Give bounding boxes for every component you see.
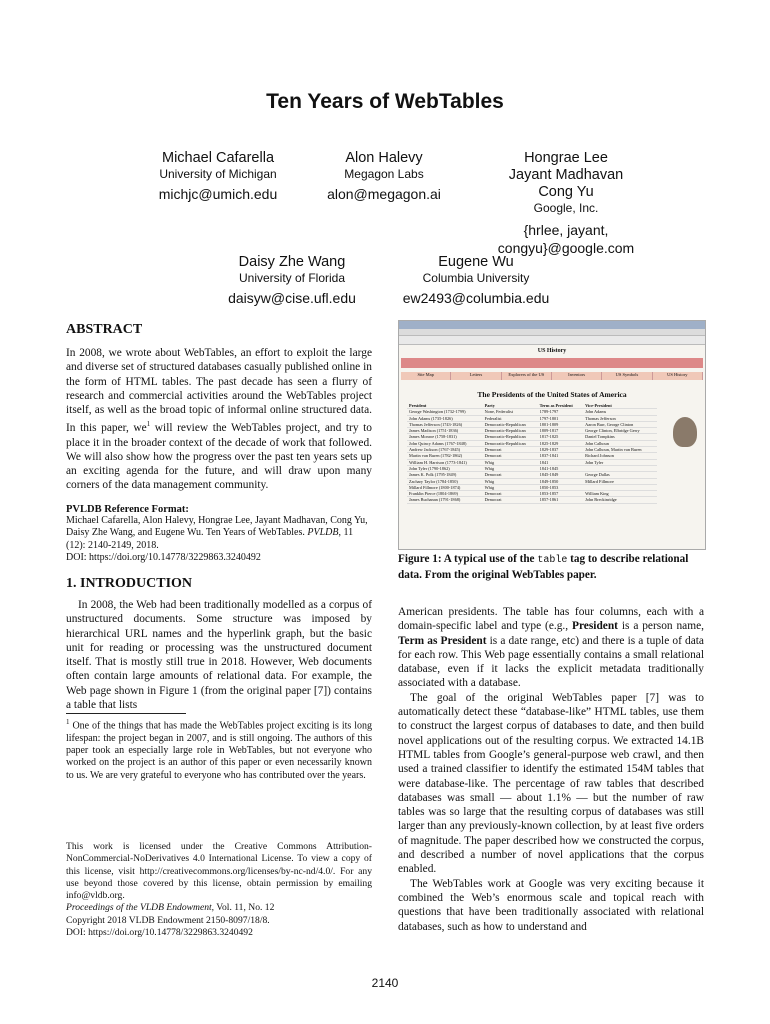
caption-part: Figure 1: A typical use of the: [398, 553, 538, 565]
table-cell: Martin van Buren (1782-1862): [407, 453, 483, 459]
reference-venue: PVLDB: [307, 527, 339, 539]
table-cell: 1850-1853: [538, 484, 583, 490]
author-email: alon@megagon.ai: [327, 186, 441, 202]
reference-details: , 11 (12): 2140-2149, 2018.: [66, 527, 354, 551]
table-cell: Democrat: [483, 453, 538, 459]
table-cell: 1853-1857: [538, 491, 583, 497]
author-email: {hrlee, jayant,: [523, 222, 609, 238]
table-cell: Democratic-Republican: [483, 421, 538, 427]
figure-nav-link: Letters: [451, 372, 501, 380]
page-number: 2140: [371, 976, 399, 990]
table-cell: William King: [583, 491, 657, 497]
reference-doi: DOI: https://doi.org/10.14778/3229863.3240492: [66, 551, 261, 563]
table-cell: John Calhoun, Martin van Buren: [583, 447, 657, 453]
caption-code: table: [537, 555, 568, 566]
browser-addressbar: [399, 336, 705, 345]
table-cell: Democratic-Republican: [483, 440, 538, 446]
table-cell: James K. Polk (1795-1849): [407, 472, 483, 478]
table-cell: John Tyler (1790-1862): [407, 465, 483, 471]
figure-nav-link: US History: [653, 372, 703, 380]
table-cell: James Madison (1751-1836): [407, 428, 483, 434]
table-cell: 1825-1829: [538, 440, 583, 446]
figure-nav-link: US Symbols: [602, 372, 652, 380]
text-run: is a person name,: [617, 620, 704, 633]
table-cell: James Monroe (1758-1831): [407, 434, 483, 440]
table-cell: Democratic-Republican: [483, 428, 538, 434]
table-cell: Thomas Jefferson (1743-1826): [407, 421, 483, 427]
text-run: American presidents. The table has four columns, each with a domain-specific label and type (e.g.,: [398, 606, 704, 633]
author-wang: [192, 254, 392, 307]
table-cell: 1809-1817: [538, 428, 583, 434]
table-header: President: [407, 403, 483, 409]
table-cell: Aaron Burr, George Clinton: [583, 421, 657, 427]
author-name: Alon Halevy: [345, 150, 423, 166]
intro-section: [66, 576, 372, 712]
author-name: Eugene Wu: [438, 254, 514, 270]
browser-menubar: [399, 329, 705, 336]
intro-heading: 1. INTRODUCTION: [66, 576, 193, 591]
reference-authors: Michael Cafarella, Alon Halevy, Hongrae Lee, Jayant Madhavan, Cong Yu, Daisy Zhe Wang, and Eugene Wu. Ten Years of WebTables.: [66, 515, 368, 539]
table-cell: Millard Fillmore (1800-1874): [407, 484, 483, 490]
author-halevy: [284, 150, 484, 203]
footnote-rule: [66, 713, 186, 714]
author-email: daisyw@cise.ufl.edu: [228, 290, 356, 306]
text-run-bold: Term as President: [398, 634, 487, 647]
intro-right-p3: The WebTables work at Google was very exciting because it combined the Web’s enormous scale and topical reach with questions that have been traditionally associated with relational databases, such as how to understand and: [398, 877, 704, 933]
license-text: This work is licensed under the Creative Commons Attribution-NonCommercial-NoDerivatives 4.0 International License. To view a copy of this license, visit http://creativecommons.org/licenses/by-nc-nd/4.0/. For any use beyond those covered by this license, obtain permission by emailing info@vldb.org.: [66, 841, 372, 902]
table-cell: Andrew Jackson (1767-1845): [407, 447, 483, 453]
figure-presidents-table: [407, 403, 657, 504]
footnote: [66, 716, 372, 782]
author-affiliation: Columbia University: [422, 271, 530, 285]
figure-alphabet-strip: [401, 358, 703, 368]
table-cell: 1789-1797: [538, 409, 583, 415]
author-email: congyu}@google.com: [497, 240, 635, 256]
table-body: [407, 409, 657, 503]
reference-heading: PVLDB Reference Format:: [66, 504, 189, 515]
table-cell: 1829-1837: [538, 447, 583, 453]
author-email: ew2493@columbia.edu: [402, 290, 550, 306]
table-cell: Franklin Pierce (1804-1869): [407, 491, 483, 497]
figure-nav-link: Site Map: [401, 372, 451, 380]
abstract-body-continued: will review the WebTables project, and try to place it in the broader context of the decade of work that followed. We will also show how the progress over the past ten years sets up an exciting agenda for the future, and will draw upon many corners of the data management community.: [66, 422, 372, 492]
author-name: Hongrae Lee: [524, 150, 608, 166]
abstract-body: In 2008, we wrote about WebTables, an effort to exploit the large and diverse set of structured databases casually published online in the form of HTML tables. The past decade has seen a flurry of research and commercial activities around the WebTables project itself, as well as the broad topic of informal online structured data. In this paper, we: [66, 347, 372, 435]
table-cell: William H. Harrison (1773-1841): [407, 459, 483, 465]
table-header: Party: [483, 403, 538, 409]
table-cell: James Buchanan (1791-1868): [407, 497, 483, 503]
table-cell: John Quincy Adams (1767-1848): [407, 440, 483, 446]
table-cell: Democratic-Republican: [483, 434, 538, 440]
author-google: [466, 150, 666, 257]
figure-caption: [398, 552, 704, 582]
table-cell: Richard Johnson: [583, 453, 657, 459]
table-row: [407, 497, 657, 503]
table-cell: Zachary Taylor (1784-1850): [407, 478, 483, 484]
author-name: Jayant Madhavan: [508, 167, 624, 183]
license-block: [66, 841, 372, 939]
table-cell: 1845-1849: [538, 472, 583, 478]
table-cell: 1801-1809: [538, 421, 583, 427]
author-affiliation: Google, Inc.: [533, 201, 599, 215]
caption-text: [398, 552, 704, 582]
table-cell: 1849-1850: [538, 478, 583, 484]
table-cell: Democrat: [483, 491, 538, 497]
reference-text: [66, 515, 372, 552]
text-run: is a date range, etc) and there is a tuple of data for each row. This Web page essentially contains a small relational database, even if it lacks the explicit metadata traditionally associated with a database.: [398, 634, 704, 690]
table-cell: Whig: [483, 478, 538, 484]
author-name: Michael Cafarella: [161, 150, 275, 166]
footnote-number: 1: [66, 718, 70, 726]
table-cell: 1837-1841: [538, 453, 583, 459]
author-affiliation: University of Florida: [238, 271, 346, 285]
figure-nav-link: Inventors: [552, 372, 602, 380]
figure-page-header: US History: [537, 348, 567, 354]
abstract-heading: ABSTRACT: [66, 322, 143, 337]
footnote-body: One of the things that has made the WebTables project exciting is its long lifespan: the project began in 2007, and is still ongoing. The authors of this paper took an especially large role in WebTables, but not everyone who worked on the project is an author of this paper or even necessarily known to us. We are very grateful to everyone who has contributed over the years.: [66, 720, 373, 781]
author-name: Cong Yu: [538, 184, 594, 200]
table-cell: Democrat: [483, 447, 538, 453]
table-cell: Thomas Jefferson: [583, 415, 657, 421]
table-cell: John Adams (1735-1826): [407, 415, 483, 421]
proceedings-line: [66, 902, 372, 914]
intro-right-p1: [398, 605, 704, 691]
table-cell: Federalist: [483, 415, 538, 421]
table-cell: George Clinton, Elbridge Gerry: [583, 428, 657, 434]
table-cell: 1841-1845: [538, 465, 583, 471]
caption-part: tag to describe relational data. From the original WebTables paper.: [398, 553, 689, 581]
author-email: michjc@umich.edu: [158, 186, 278, 202]
paper-title: Ten Years of WebTables: [266, 90, 504, 113]
table-cell: John Breckinridge: [583, 497, 657, 503]
intro-paragraph: In 2008, the Web had been traditionally modelled as a corpus of unstructured documents. Some structure was imposed by hierarchical URL names and the hyperlink graph, but the basic unit for reading or processing was the unstructured document itself. That is mostly still true in 2018. However, Web documents often contain large amounts of relational data. For example, the Web page shown in Figure 1 (from the original paper [7]) contains a table that lists: [66, 599, 372, 712]
table-cell: Whig: [483, 459, 538, 465]
footnote-text: [66, 716, 372, 782]
table-cell: John Adams: [583, 409, 657, 415]
table-cell: 1841: [538, 459, 583, 465]
table-cell: Democrat: [483, 472, 538, 478]
table-cell: John Calhoun: [583, 440, 657, 446]
table-cell: John Tyler: [583, 459, 657, 465]
table-header: Vice-President: [583, 403, 657, 409]
table-cell: Whig: [483, 465, 538, 471]
table-cell: 1797-1801: [538, 415, 583, 421]
proceedings-title: Proceedings of the VLDB Endowment,: [66, 902, 215, 914]
author-name: Daisy Zhe Wang: [238, 254, 346, 270]
footnote-mark: 1: [146, 420, 151, 429]
browser-titlebar: [399, 321, 705, 329]
proceedings-volume: Vol. 11, No. 12: [214, 902, 275, 914]
table-cell: None, Federalist: [483, 409, 538, 415]
abstract-section: [66, 322, 372, 493]
table-header: Term as President: [538, 403, 583, 409]
author-affiliation: University of Michigan: [159, 167, 277, 181]
table-cell: Millard Fillmore: [583, 478, 657, 484]
text-run-bold: President: [572, 620, 618, 633]
figure-1-screenshot: [398, 320, 706, 550]
table-cell: Democrat: [483, 497, 538, 503]
intro-right-p2: The goal of the original WebTables paper [7] was to automatically detect these “database-like” HTML tables, use them to construct the largest corpus of databases to date, and then build novel applications out of the resulting corpus. We extracted 14.1B HTML tables from Google’s general-purpose web crawl, and then used a trained classifier to identify the estimated 154M tables that were database-like. The percentage of raw tables that described databases was small — about 1.1% — but the number of raw tables was so large that the resulting corpus of databases was still larger than any previously-known collection, by at least five orders of magnitude. The paper described how we constructed the corpus, and described a number of novel applications that the corpus enabled.: [398, 691, 704, 876]
author-affiliation: Megagon Labs: [344, 167, 424, 181]
table-cell: George Dallas: [583, 472, 657, 478]
copyright-line: Copyright 2018 VLDB Endowment 2150-8097/18/8.: [66, 914, 270, 926]
portrait-image: [673, 417, 697, 447]
abstract-text: [66, 346, 372, 493]
figure-page-title: The Presidents of the United States of America: [477, 390, 627, 399]
figure-nav-links: [401, 372, 703, 380]
table-cell: Daniel Tompkins: [583, 434, 657, 440]
figure-nav-link: Explorers of the US: [502, 372, 552, 380]
table-cell: 1817-1825: [538, 434, 583, 440]
license-doi: DOI: https://doi.org/10.14778/3229863.3240492: [66, 927, 253, 939]
table-cell: Whig: [483, 484, 538, 490]
author-wu: [376, 254, 576, 307]
intro-right-column: [398, 605, 704, 934]
reference-format: [66, 504, 372, 564]
table-cell: George Washington (1732-1799): [407, 409, 483, 415]
table-cell: 1857-1861: [538, 497, 583, 503]
